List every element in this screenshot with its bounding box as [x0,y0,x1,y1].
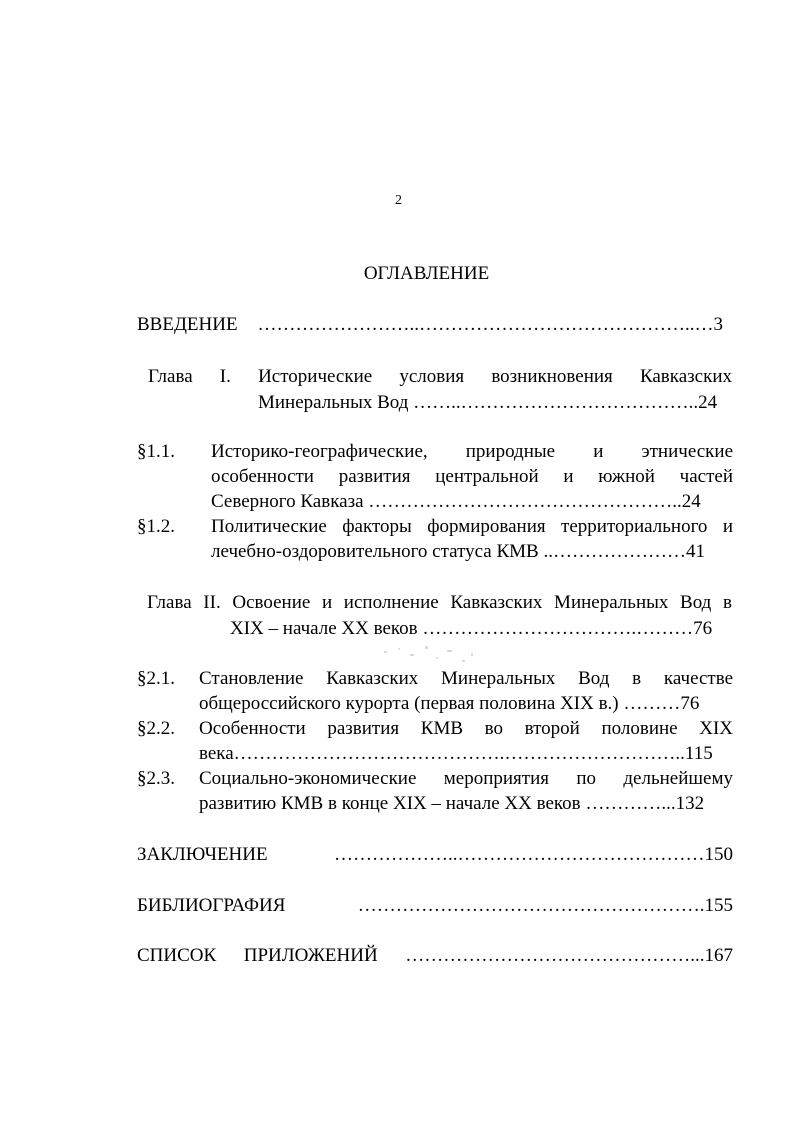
scan-noise [380,645,480,667]
toc-chapter-2-line-2[interactable]: XIX – начале XX веков …………………………….………76 [230,618,713,639]
toc-section-2-2-line-1[interactable]: Особенности развития КМВ во второй половине XIX [199,718,733,739]
toc-section-1-1-line-2[interactable]: особенности развития центральной и южной частей [211,466,733,487]
toc-title: ОГЛАВЛЕНИЕ [363,263,490,284]
toc-section-1-2-line-2[interactable]: лечебно-оздоровительного статуса КМВ ..…………………41 [211,541,705,562]
toc-entry-intro[interactable]: ВВЕДЕНИЕ ……………………..……………………………………..…3 [137,314,723,335]
toc-chapter-1-line-2[interactable]: Минеральных Вод ……..………………………………..24 [258,392,718,413]
toc-section-1-1-line-3[interactable]: Северного Кавказа …………………………………………..24 [211,491,701,512]
toc-entry-appendices[interactable]: СПИСОК ПРИЛОЖЕНИЙ ………………………………………...167 [137,945,733,966]
toc-section-2-1-line-1[interactable]: Становление Кавказских Минеральных Вод в качестве [199,668,733,689]
toc-section-2-1-line-2[interactable]: общероссийского курорта (первая половина XIX в.) ………76 [199,693,700,714]
toc-chapter-1-line-1[interactable]: Глава I. Исторические условия возникновения Кавказских [148,366,732,387]
toc-chapter-2-line-1[interactable]: Глава II. Освоение и исполнение Кавказских Минеральных Вод в [147,592,732,613]
toc-entry-bibliography[interactable]: БИБЛИОГРАФИЯ ……………………………………………….155 [137,895,733,916]
toc-section-2-2-number: §2.2. [137,718,175,739]
toc-section-2-3-line-2[interactable]: развитию КМВ в конце XIX – начале XX веков …………...132 [199,793,705,814]
toc-section-1-1-line-1[interactable]: Историко-географические, природные и этнические [211,441,733,462]
toc-section-1-2-line-1[interactable]: Политические факторы формирования территориального и [211,516,733,537]
toc-section-1-1-number: §1.1. [137,441,175,462]
page-number: 2 [395,193,402,208]
toc-entry-conclusion[interactable]: ЗАКЛЮЧЕНИЕ ………………..…………………………………150 [137,844,733,865]
toc-section-2-2-line-2[interactable]: века…………………………………….………………………..115 [199,743,713,764]
toc-section-2-3-line-1[interactable]: Социально-экономические мероприятия по дельнейшему [199,768,733,789]
toc-section-1-2-number: §1.2. [137,516,175,537]
toc-section-2-3-number: §2.3. [137,768,175,789]
toc-section-2-1-number: §2.1. [137,668,175,689]
